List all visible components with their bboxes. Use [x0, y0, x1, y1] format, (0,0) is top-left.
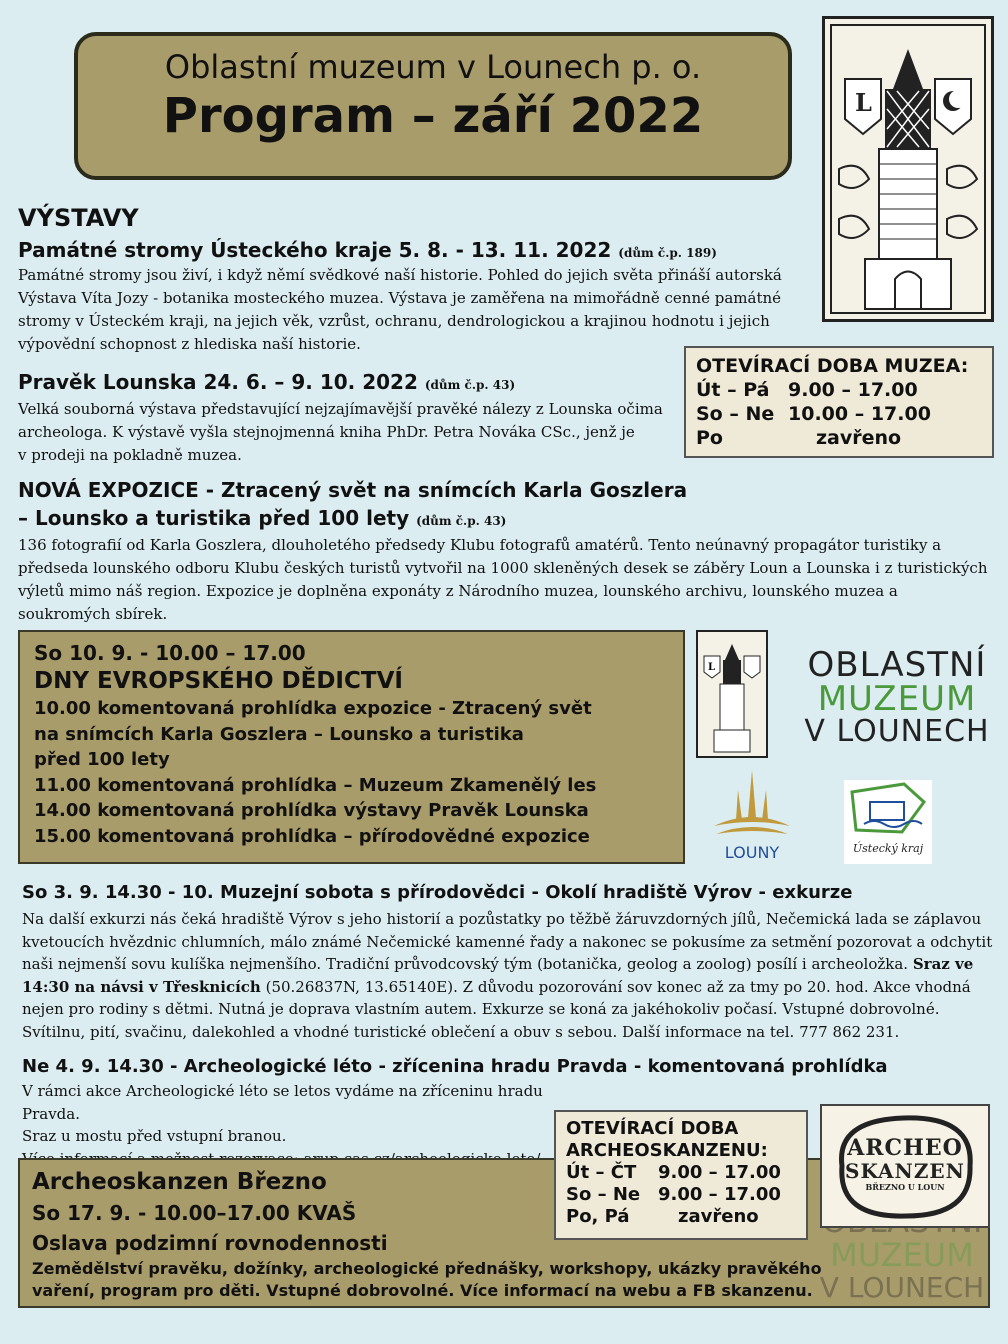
archeoskanzen-logo: ARCHEO SKANZEN BŘEZNO U LOUN [820, 1104, 990, 1228]
hours-row: So – Ne 9.00 – 17.00 [566, 1184, 781, 1205]
hours-row: Út – Pá 9.00 – 17.00 [696, 379, 918, 401]
event-archeo-leto-description: V rámci akce Archeologické léto se letos vydáme na zříceninu hradu Pravda. Sraz u mostu před vstupní branou. [22, 1080, 562, 1170]
skanzen-name: Archeoskanzen Březno [32, 1169, 327, 1195]
hours-row: Po zavřeno [696, 427, 902, 449]
museum-opening-hours: OTEVÍRACÍ DOBA MUZEA: Út – Pá 9.00 – 17.00 So – Ne 10.00 – 17.00 Po zavřeno [684, 346, 994, 458]
svg-text:L: L [855, 88, 872, 117]
event-sobota-description: Na další exkurzi nás čeká hradiště Výrov s jeho historií a pozůstatky po těžbě žáruvzdorných jílů, Nečemická lada se záplavou kvetoucích hvězdnic chlumních, málo známé Nečemické kamenné řady a nakonec se pokusíme za setmění pozorovat a odchytit naši nejmenší sovu kulíška nejmenšího. Tradiční průvodcovský tým (botanička, geolog a zoolog) posílí i archeoložka. Sraz ve 14:30 na návsi v Třesknicích (50.26837N, 13.65140E). Z důvodu pozorování sov konec až za tmy po 20. hod. Akce vhodná nejen pro rodiny s dětmi. Nutná je doprava vlastním autem. Exkurze se koná za jakéhokoliv počasí. Vstupné dobrovolné. Svítilnu, pití, svačinu, dalekohled a vhodné turistické oblečení a obuv s sebou. Další informace na tel. 777 862 231. [22, 910, 993, 1041]
louny-logo: LOUNY [708, 768, 796, 864]
exhibition-2-title: Pravěk Lounska 24. 6. – 9. 10. 2022 (dům č.p. 43) [18, 370, 516, 394]
list-item: 10.00 komentovaná prohlídka expozice - Ztracený svět [34, 698, 592, 719]
page-header [74, 32, 792, 180]
event-sobota-title: So 3. 9. 14.30 - 10. Muzejní sobota s přírodovědci - Okolí hradiště Výrov - exkurze [22, 882, 853, 903]
heritage-days-box [18, 630, 685, 864]
hours-row: Út – ČT 9.00 – 17.00 [566, 1162, 781, 1183]
exhibition-3-description: 136 fotografií od Karla Goszlera, dlouholetého předsedy Klubu fotografů amatérů. Tento neúnavný propagátor turistiky a předseda lounského odboru Klubu českých turistů vytvořil na 1000 skleněných desek se záběry Loun a Lounska i z turistických výletů mimo náš region. Expozice je doplněna exponáty z Národního muzea, lounského archivu, lounského muzea a soukromých sbírek. [18, 536, 988, 623]
heritage-days-date: So 10. 9. - 10.00 – 17.00 [34, 641, 306, 665]
skanzen-line: vaření, program pro děti. Vstupné dobrovolné. Více informací na webu a FB skanzenu. [32, 1281, 813, 1300]
list-item: 15.00 komentovaná prohlídka – přírodovědné expozice [34, 825, 590, 847]
museum-watermark: MUZEUM V LOUNECH [819, 1236, 985, 1304]
event-archeo-leto-title: Ne 4. 9. 14.30 - Archeologické léto - zřícenina hradu Pravda - komentovaná prohlídka [22, 1056, 888, 1077]
skanzen-line: Zemědělství pravěku, dožínky, archeologické přednášky, workshopy, ukázky pravěkého [32, 1259, 822, 1278]
museum-name: Oblastní muzeum v Lounech p. o. [164, 48, 702, 86]
museum-logo: OBLASTNÍ MUZEUM V LOUNECH [804, 645, 990, 749]
exhibition-2-description: Velká souborná výstava představující nejzajímavější pravěké nálezy z Lounska očima archeologa. K výstavě vyšla stejnojmenná kniha PhDr. Petra Nováka CSc., jenž je v prodeji na pokladně muzea. [18, 400, 663, 464]
exhibition-1-title: Památné stromy Ústeckého kraje 5. 8. - 13. 11. 2022 (dům č.p. 189) [18, 238, 717, 262]
ustecky-kraj-logo: Ústecký kraj [844, 780, 932, 864]
hours-row: Po, Pá zavřeno [566, 1206, 759, 1227]
hours-row: So – Ne 10.00 – 17.00 [696, 403, 931, 425]
skanzen-date: So 17. 9. - 10.00–17.00 KVAŠ [32, 1201, 357, 1225]
section-heading-exhibitions: VÝSTAVY [18, 204, 139, 232]
list-item: na snímcích Karla Goszlera – Lounsko a turistika [34, 723, 524, 745]
list-item: 11.00 komentovaná prohlídka – Muzeum Zkamenělý les [34, 774, 597, 796]
small-emblem-image [696, 630, 768, 758]
exhibition-1-description: Památné stromy jsou živí, i když němí svědkové naší historie. Pohled do jejich světa přináší autorská Výstava Víta Jozy - botanika mosteckého muzea. Výstava je zaměřena na mimořádně cenné památné stromy v Ústeckém kraji, na jejich věk, vzrůst, ochranu, dendrologickou a krajinou hodnotu i jejich výpovědní schopnost z hlediska naší historie. [18, 266, 782, 353]
heritage-days-title: DNY EVROPSKÉHO DĚDICTVÍ [34, 668, 403, 694]
list-item: před 100 lety [34, 749, 170, 770]
museum-emblem-image [822, 16, 994, 322]
exhibition-3-title: NOVÁ EXPOZICE - Ztracený svět na snímcích Karla Goszlera – Lounsko a turistika před 100 lety (dům č.p. 43) [18, 478, 688, 530]
list-item: 14.00 komentovaná prohlídka výstavy Pravěk Lounska [34, 800, 589, 821]
skanzen-opening-hours: OTEVÍRACÍ DOBA ARCHEOSKANZENU: Út – ČT 9.00 – 17.00 So – Ne 9.00 – 17.00 Po, Pá zavřeno [554, 1110, 808, 1240]
program-title: Program – září 2022 [162, 88, 704, 144]
skanzen-subtitle: Oslava podzimní rovnodennosti [32, 1231, 388, 1255]
svg-text:L: L [708, 662, 716, 673]
